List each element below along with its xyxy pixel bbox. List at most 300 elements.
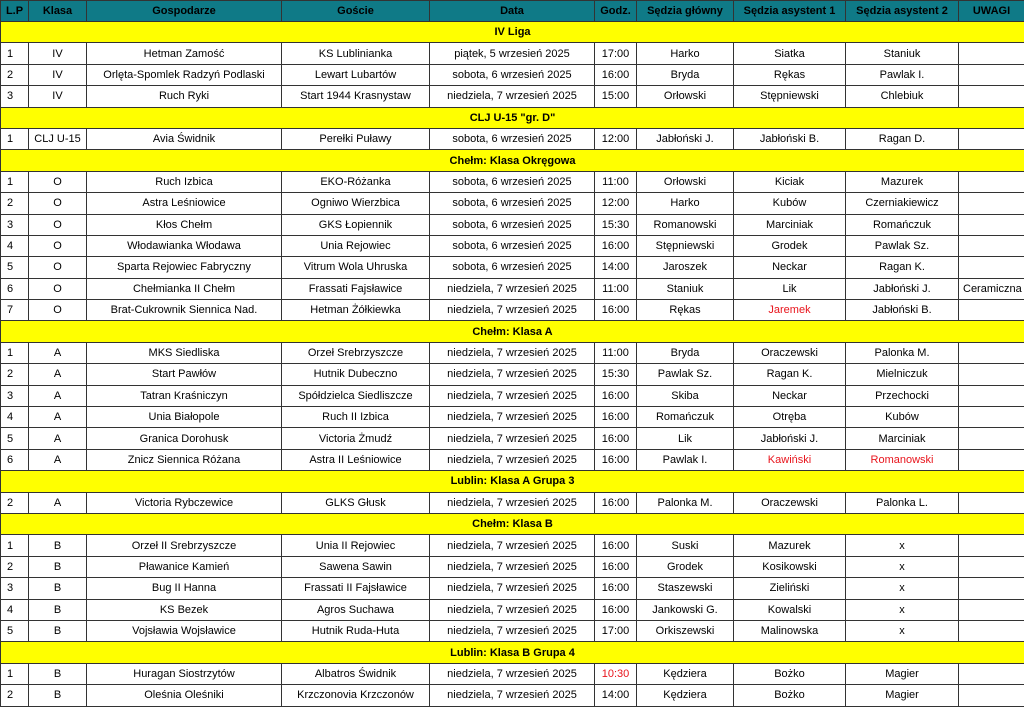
- home-team-cell: KS Bezek: [87, 599, 282, 620]
- home-team-cell: Start Pawłów: [87, 364, 282, 385]
- table-row: [1, 449, 1024, 470]
- lp-cell: 5: [1, 620, 29, 641]
- table-row: [1, 599, 1024, 620]
- section-title: CLJ U-15 "gr. D": [1, 107, 1024, 128]
- assistant-1-cell: Malinowska: [734, 620, 846, 641]
- home-team-cell: Brat-Cukrownik Siennica Nad.: [87, 300, 282, 321]
- date-cell: sobota, 6 wrzesień 2025: [430, 235, 595, 256]
- time-cell: 15:30: [595, 364, 637, 385]
- klasa-cell: IV: [29, 86, 87, 107]
- date-cell: niedziela, 7 wrzesień 2025: [430, 535, 595, 556]
- main-referee-cell: Harko: [637, 193, 734, 214]
- lp-cell: 4: [1, 599, 29, 620]
- away-team-cell: Ogniwo Wierzbica: [282, 193, 430, 214]
- time-cell: 14:00: [595, 685, 637, 706]
- table-row: [1, 64, 1024, 85]
- table-body: [1, 22, 1024, 707]
- section-title: IV Liga: [1, 22, 1024, 43]
- table-row: [1, 86, 1024, 107]
- section-title: Chełm: Klasa B: [1, 513, 1024, 534]
- assistant-1-cell: Kosikowski: [734, 556, 846, 577]
- main-referee-cell: Suski: [637, 535, 734, 556]
- home-team-cell: Oleśnia Oleśniki: [87, 685, 282, 706]
- main-referee-cell: Palonka M.: [637, 492, 734, 513]
- away-team-cell: Unia Rejowiec: [282, 235, 430, 256]
- assistant-2-cell: x: [846, 535, 959, 556]
- date-cell: sobota, 6 wrzesień 2025: [430, 193, 595, 214]
- time-cell: 11:00: [595, 342, 637, 363]
- table-row: [1, 578, 1024, 599]
- notes-cell: [959, 257, 1024, 278]
- away-team-cell: Victoria Żmudź: [282, 428, 430, 449]
- assistant-1-cell: Marciniak: [734, 214, 846, 235]
- date-cell: sobota, 6 wrzesień 2025: [430, 171, 595, 192]
- home-team-cell: Victoria Rybczewice: [87, 492, 282, 513]
- assistant-1-cell: Oraczewski: [734, 342, 846, 363]
- date-cell: sobota, 6 wrzesień 2025: [430, 214, 595, 235]
- time-cell: 15:30: [595, 214, 637, 235]
- section-header: [1, 107, 1024, 128]
- assistant-1-cell: Kiciak: [734, 171, 846, 192]
- assistant-1-cell: Kawiński: [734, 449, 846, 470]
- main-referee-cell: Jankowski G.: [637, 599, 734, 620]
- main-referee-cell: Orkiszewski: [637, 620, 734, 641]
- table-row: [1, 43, 1024, 64]
- header-godz: Godz.: [595, 1, 637, 22]
- date-cell: niedziela, 7 wrzesień 2025: [430, 364, 595, 385]
- notes-cell: Ceramiczna: [959, 278, 1024, 299]
- notes-cell: [959, 578, 1024, 599]
- home-team-cell: Tatran Kraśniczyn: [87, 385, 282, 406]
- date-cell: niedziela, 7 wrzesień 2025: [430, 685, 595, 706]
- away-team-cell: Hetman Żółkiewka: [282, 300, 430, 321]
- klasa-cell: O: [29, 193, 87, 214]
- klasa-cell: A: [29, 449, 87, 470]
- assistant-2-cell: x: [846, 599, 959, 620]
- home-team-cell: Astra Leśniowice: [87, 193, 282, 214]
- header-data: Data: [430, 1, 595, 22]
- main-referee-cell: Bryda: [637, 64, 734, 85]
- notes-cell: [959, 193, 1024, 214]
- klasa-cell: IV: [29, 43, 87, 64]
- away-team-cell: Astra II Leśniowice: [282, 449, 430, 470]
- header-row: [1, 1, 1024, 22]
- lp-cell: 1: [1, 535, 29, 556]
- main-referee-cell: Staszewski: [637, 578, 734, 599]
- date-cell: niedziela, 7 wrzesień 2025: [430, 86, 595, 107]
- assistant-2-cell: Jabłoński B.: [846, 300, 959, 321]
- assistant-2-cell: Ragan K.: [846, 257, 959, 278]
- assistant-1-cell: Jaremek: [734, 300, 846, 321]
- main-referee-cell: Kędziera: [637, 663, 734, 684]
- section-header: [1, 150, 1024, 171]
- lp-cell: 5: [1, 428, 29, 449]
- time-cell: 16:00: [595, 385, 637, 406]
- table-row: [1, 385, 1024, 406]
- time-cell: 16:00: [595, 492, 637, 513]
- time-cell: 12:00: [595, 193, 637, 214]
- time-cell: 17:00: [595, 43, 637, 64]
- section-header: [1, 321, 1024, 342]
- notes-cell: [959, 599, 1024, 620]
- time-cell: 16:00: [595, 235, 637, 256]
- klasa-cell: O: [29, 235, 87, 256]
- assistant-1-cell: Ragan K.: [734, 364, 846, 385]
- lp-cell: 1: [1, 342, 29, 363]
- away-team-cell: Start 1944 Krasnystaw: [282, 86, 430, 107]
- notes-cell: [959, 407, 1024, 428]
- away-team-cell: Perełki Puławy: [282, 128, 430, 149]
- lp-cell: 6: [1, 449, 29, 470]
- away-team-cell: Hutnik Ruda-Huta: [282, 620, 430, 641]
- date-cell: niedziela, 7 wrzesień 2025: [430, 599, 595, 620]
- lp-cell: 1: [1, 663, 29, 684]
- notes-cell: [959, 364, 1024, 385]
- table-row: [1, 407, 1024, 428]
- header-sedzia-asystent-2: Sędzia asystent 2: [846, 1, 959, 22]
- time-cell: 16:00: [595, 578, 637, 599]
- table-row: [1, 214, 1024, 235]
- assistant-1-cell: Mazurek: [734, 535, 846, 556]
- time-cell: 17:00: [595, 620, 637, 641]
- main-referee-cell: Romanowski: [637, 214, 734, 235]
- away-team-cell: Unia II Rejowiec: [282, 535, 430, 556]
- date-cell: niedziela, 7 wrzesień 2025: [430, 342, 595, 363]
- assistant-2-cell: Czerniakiewicz: [846, 193, 959, 214]
- home-team-cell: Sparta Rejowiec Fabryczny: [87, 257, 282, 278]
- date-cell: sobota, 6 wrzesień 2025: [430, 64, 595, 85]
- date-cell: piątek, 5 wrzesień 2025: [430, 43, 595, 64]
- assistant-2-cell: Palonka L.: [846, 492, 959, 513]
- table-row: [1, 663, 1024, 684]
- table-row: [1, 342, 1024, 363]
- main-referee-cell: Skiba: [637, 385, 734, 406]
- table-row: [1, 278, 1024, 299]
- lp-cell: 2: [1, 556, 29, 577]
- away-team-cell: Orzeł Srebrzyszcze: [282, 342, 430, 363]
- home-team-cell: Włodawianka Włodawa: [87, 235, 282, 256]
- notes-cell: [959, 64, 1024, 85]
- table-row: [1, 235, 1024, 256]
- date-cell: niedziela, 7 wrzesień 2025: [430, 492, 595, 513]
- away-team-cell: Ruch II Izbica: [282, 407, 430, 428]
- main-referee-cell: Jaroszek: [637, 257, 734, 278]
- notes-cell: [959, 663, 1024, 684]
- assistant-1-cell: Bożko: [734, 685, 846, 706]
- home-team-cell: Ruch Ryki: [87, 86, 282, 107]
- notes-cell: [959, 300, 1024, 321]
- away-team-cell: Frassati Fajsławice: [282, 278, 430, 299]
- home-team-cell: MKS Siedliska: [87, 342, 282, 363]
- assistant-2-cell: Pawlak I.: [846, 64, 959, 85]
- away-team-cell: Lewart Lubartów: [282, 64, 430, 85]
- header-klasa: Klasa: [29, 1, 87, 22]
- table-row: [1, 556, 1024, 577]
- klasa-cell: A: [29, 428, 87, 449]
- header-lp: L.P: [1, 1, 29, 22]
- assistant-1-cell: Neckar: [734, 385, 846, 406]
- table-row: [1, 171, 1024, 192]
- assistant-2-cell: Staniuk: [846, 43, 959, 64]
- table-row: [1, 535, 1024, 556]
- time-cell: 16:00: [595, 556, 637, 577]
- assistant-2-cell: x: [846, 620, 959, 641]
- away-team-cell: Krzczonovia Krzczonów: [282, 685, 430, 706]
- assistant-2-cell: Mazurek: [846, 171, 959, 192]
- lp-cell: 2: [1, 685, 29, 706]
- date-cell: niedziela, 7 wrzesień 2025: [430, 578, 595, 599]
- home-team-cell: Hetman Zamość: [87, 43, 282, 64]
- assistant-1-cell: Jabłoński J.: [734, 428, 846, 449]
- assistant-1-cell: Grodek: [734, 235, 846, 256]
- time-cell: 16:00: [595, 535, 637, 556]
- assistant-2-cell: Kubów: [846, 407, 959, 428]
- klasa-cell: B: [29, 620, 87, 641]
- assistant-1-cell: Siatka: [734, 43, 846, 64]
- lp-cell: 2: [1, 193, 29, 214]
- home-team-cell: Granica Dorohusk: [87, 428, 282, 449]
- assistant-2-cell: Przechocki: [846, 385, 959, 406]
- lp-cell: 1: [1, 43, 29, 64]
- assistant-2-cell: Romanowski: [846, 449, 959, 470]
- main-referee-cell: Pawlak Sz.: [637, 364, 734, 385]
- klasa-cell: O: [29, 171, 87, 192]
- home-team-cell: Orlęta-Spomlek Radzyń Podlaski: [87, 64, 282, 85]
- time-cell: 12:00: [595, 128, 637, 149]
- assistant-1-cell: Rękas: [734, 64, 846, 85]
- home-team-cell: Huragan Siostrzytów: [87, 663, 282, 684]
- home-team-cell: Znicz Siennica Różana: [87, 449, 282, 470]
- klasa-cell: A: [29, 385, 87, 406]
- assistant-1-cell: Otręba: [734, 407, 846, 428]
- main-referee-cell: Grodek: [637, 556, 734, 577]
- away-team-cell: Albatros Świdnik: [282, 663, 430, 684]
- section-title: Lublin: Klasa A Grupa 3: [1, 471, 1024, 492]
- notes-cell: [959, 86, 1024, 107]
- main-referee-cell: Stępniewski: [637, 235, 734, 256]
- klasa-cell: O: [29, 214, 87, 235]
- klasa-cell: A: [29, 342, 87, 363]
- lp-cell: 4: [1, 235, 29, 256]
- time-cell: 16:00: [595, 428, 637, 449]
- klasa-cell: CLJ U-15: [29, 128, 87, 149]
- notes-cell: [959, 128, 1024, 149]
- assistant-2-cell: Palonka M.: [846, 342, 959, 363]
- header-uwagi: UWAGI: [959, 1, 1024, 22]
- header-sedzia-asystent-1: Sędzia asystent 1: [734, 1, 846, 22]
- away-team-cell: Agros Suchawa: [282, 599, 430, 620]
- date-cell: niedziela, 7 wrzesień 2025: [430, 278, 595, 299]
- assistant-1-cell: Kubów: [734, 193, 846, 214]
- home-team-cell: Vojsławia Wojsławice: [87, 620, 282, 641]
- klasa-cell: B: [29, 556, 87, 577]
- notes-cell: [959, 685, 1024, 706]
- time-cell: 16:00: [595, 64, 637, 85]
- assistant-1-cell: Zieliński: [734, 578, 846, 599]
- away-team-cell: Sawena Sawin: [282, 556, 430, 577]
- table-row: [1, 492, 1024, 513]
- assistant-2-cell: Ragan D.: [846, 128, 959, 149]
- table-row: [1, 128, 1024, 149]
- main-referee-cell: Lik: [637, 428, 734, 449]
- table-row: [1, 257, 1024, 278]
- section-title: Chełm: Klasa A: [1, 321, 1024, 342]
- klasa-cell: O: [29, 278, 87, 299]
- date-cell: niedziela, 7 wrzesień 2025: [430, 385, 595, 406]
- date-cell: niedziela, 7 wrzesień 2025: [430, 663, 595, 684]
- assistant-1-cell: Jabłoński B.: [734, 128, 846, 149]
- notes-cell: [959, 449, 1024, 470]
- time-cell: 11:00: [595, 278, 637, 299]
- section-header: [1, 513, 1024, 534]
- lp-cell: 5: [1, 257, 29, 278]
- time-cell: 16:00: [595, 407, 637, 428]
- away-team-cell: GKS Łopiennik: [282, 214, 430, 235]
- home-team-cell: Orzeł II Srebrzyszcze: [87, 535, 282, 556]
- notes-cell: [959, 214, 1024, 235]
- date-cell: niedziela, 7 wrzesień 2025: [430, 407, 595, 428]
- main-referee-cell: Kędziera: [637, 685, 734, 706]
- table-row: [1, 428, 1024, 449]
- home-team-cell: Chełmianka II Chełm: [87, 278, 282, 299]
- section-header: [1, 642, 1024, 663]
- lp-cell: 2: [1, 364, 29, 385]
- klasa-cell: O: [29, 257, 87, 278]
- table-row: [1, 193, 1024, 214]
- notes-cell: [959, 556, 1024, 577]
- away-team-cell: EKO-Różanka: [282, 171, 430, 192]
- lp-cell: 3: [1, 385, 29, 406]
- table-row: [1, 620, 1024, 641]
- notes-cell: [959, 235, 1024, 256]
- time-cell: 15:00: [595, 86, 637, 107]
- lp-cell: 1: [1, 128, 29, 149]
- main-referee-cell: Pawlak I.: [637, 449, 734, 470]
- lp-cell: 4: [1, 407, 29, 428]
- time-cell: 14:00: [595, 257, 637, 278]
- klasa-cell: B: [29, 663, 87, 684]
- table-row: [1, 685, 1024, 706]
- header-goscie: Goście: [282, 1, 430, 22]
- date-cell: niedziela, 7 wrzesień 2025: [430, 300, 595, 321]
- assistant-1-cell: Oraczewski: [734, 492, 846, 513]
- home-team-cell: Bug II Hanna: [87, 578, 282, 599]
- lp-cell: 1: [1, 171, 29, 192]
- notes-cell: [959, 620, 1024, 641]
- assistant-1-cell: Lik: [734, 278, 846, 299]
- table-row: [1, 364, 1024, 385]
- away-team-cell: Hutnik Dubeczno: [282, 364, 430, 385]
- header-gospodarze: Gospodarze: [87, 1, 282, 22]
- main-referee-cell: Rękas: [637, 300, 734, 321]
- home-team-cell: Kłos Chełm: [87, 214, 282, 235]
- assistant-1-cell: Kowalski: [734, 599, 846, 620]
- assistant-1-cell: Stępniewski: [734, 86, 846, 107]
- notes-cell: [959, 342, 1024, 363]
- main-referee-cell: Staniuk: [637, 278, 734, 299]
- home-team-cell: Ruch Izbica: [87, 171, 282, 192]
- date-cell: sobota, 6 wrzesień 2025: [430, 128, 595, 149]
- notes-cell: [959, 385, 1024, 406]
- assistant-2-cell: x: [846, 556, 959, 577]
- away-team-cell: Frassati II Fajsławice: [282, 578, 430, 599]
- klasa-cell: IV: [29, 64, 87, 85]
- assistant-2-cell: Magier: [846, 663, 959, 684]
- klasa-cell: B: [29, 535, 87, 556]
- lp-cell: 2: [1, 64, 29, 85]
- date-cell: niedziela, 7 wrzesień 2025: [430, 556, 595, 577]
- away-team-cell: GLKS Głusk: [282, 492, 430, 513]
- time-cell: 11:00: [595, 171, 637, 192]
- notes-cell: [959, 535, 1024, 556]
- klasa-cell: O: [29, 300, 87, 321]
- home-team-cell: Avia Świdnik: [87, 128, 282, 149]
- home-team-cell: Unia Białopole: [87, 407, 282, 428]
- away-team-cell: KS Lublinianka: [282, 43, 430, 64]
- main-referee-cell: Orłowski: [637, 86, 734, 107]
- lp-cell: 7: [1, 300, 29, 321]
- assistant-2-cell: x: [846, 578, 959, 599]
- date-cell: sobota, 6 wrzesień 2025: [430, 257, 595, 278]
- time-cell: 16:00: [595, 300, 637, 321]
- notes-cell: [959, 43, 1024, 64]
- main-referee-cell: Bryda: [637, 342, 734, 363]
- assistant-2-cell: Magier: [846, 685, 959, 706]
- assistant-1-cell: Bożko: [734, 663, 846, 684]
- assistant-1-cell: Neckar: [734, 257, 846, 278]
- notes-cell: [959, 492, 1024, 513]
- date-cell: niedziela, 7 wrzesień 2025: [430, 620, 595, 641]
- date-cell: niedziela, 7 wrzesień 2025: [430, 428, 595, 449]
- klasa-cell: A: [29, 364, 87, 385]
- klasa-cell: B: [29, 599, 87, 620]
- notes-cell: [959, 171, 1024, 192]
- assistant-2-cell: Mielniczuk: [846, 364, 959, 385]
- assistant-2-cell: Chlebiuk: [846, 86, 959, 107]
- lp-cell: 3: [1, 86, 29, 107]
- lp-cell: 3: [1, 578, 29, 599]
- section-title: Chełm: Klasa Okręgowa: [1, 150, 1024, 171]
- assistant-2-cell: Romańczuk: [846, 214, 959, 235]
- lp-cell: 2: [1, 492, 29, 513]
- klasa-cell: A: [29, 407, 87, 428]
- notes-cell: [959, 428, 1024, 449]
- section-header: [1, 471, 1024, 492]
- table-row: [1, 300, 1024, 321]
- date-cell: niedziela, 7 wrzesień 2025: [430, 449, 595, 470]
- section-title: Lublin: Klasa B Grupa 4: [1, 642, 1024, 663]
- main-referee-cell: Orłowski: [637, 171, 734, 192]
- main-referee-cell: Jabłoński J.: [637, 128, 734, 149]
- klasa-cell: B: [29, 685, 87, 706]
- klasa-cell: A: [29, 492, 87, 513]
- header-sedzia-glowny: Sędzia główny: [637, 1, 734, 22]
- assistant-2-cell: Jabłoński J.: [846, 278, 959, 299]
- lp-cell: 3: [1, 214, 29, 235]
- klasa-cell: B: [29, 578, 87, 599]
- main-referee-cell: Harko: [637, 43, 734, 64]
- assistant-2-cell: Pawlak Sz.: [846, 235, 959, 256]
- time-cell: 10:30: [595, 663, 637, 684]
- home-team-cell: Pławanice Kamień: [87, 556, 282, 577]
- away-team-cell: Spółdzielca Siedliszcze: [282, 385, 430, 406]
- main-referee-cell: Romańczuk: [637, 407, 734, 428]
- section-header: [1, 22, 1024, 43]
- time-cell: 16:00: [595, 449, 637, 470]
- away-team-cell: Vitrum Wola Uhruska: [282, 257, 430, 278]
- assistant-2-cell: Marciniak: [846, 428, 959, 449]
- lp-cell: 6: [1, 278, 29, 299]
